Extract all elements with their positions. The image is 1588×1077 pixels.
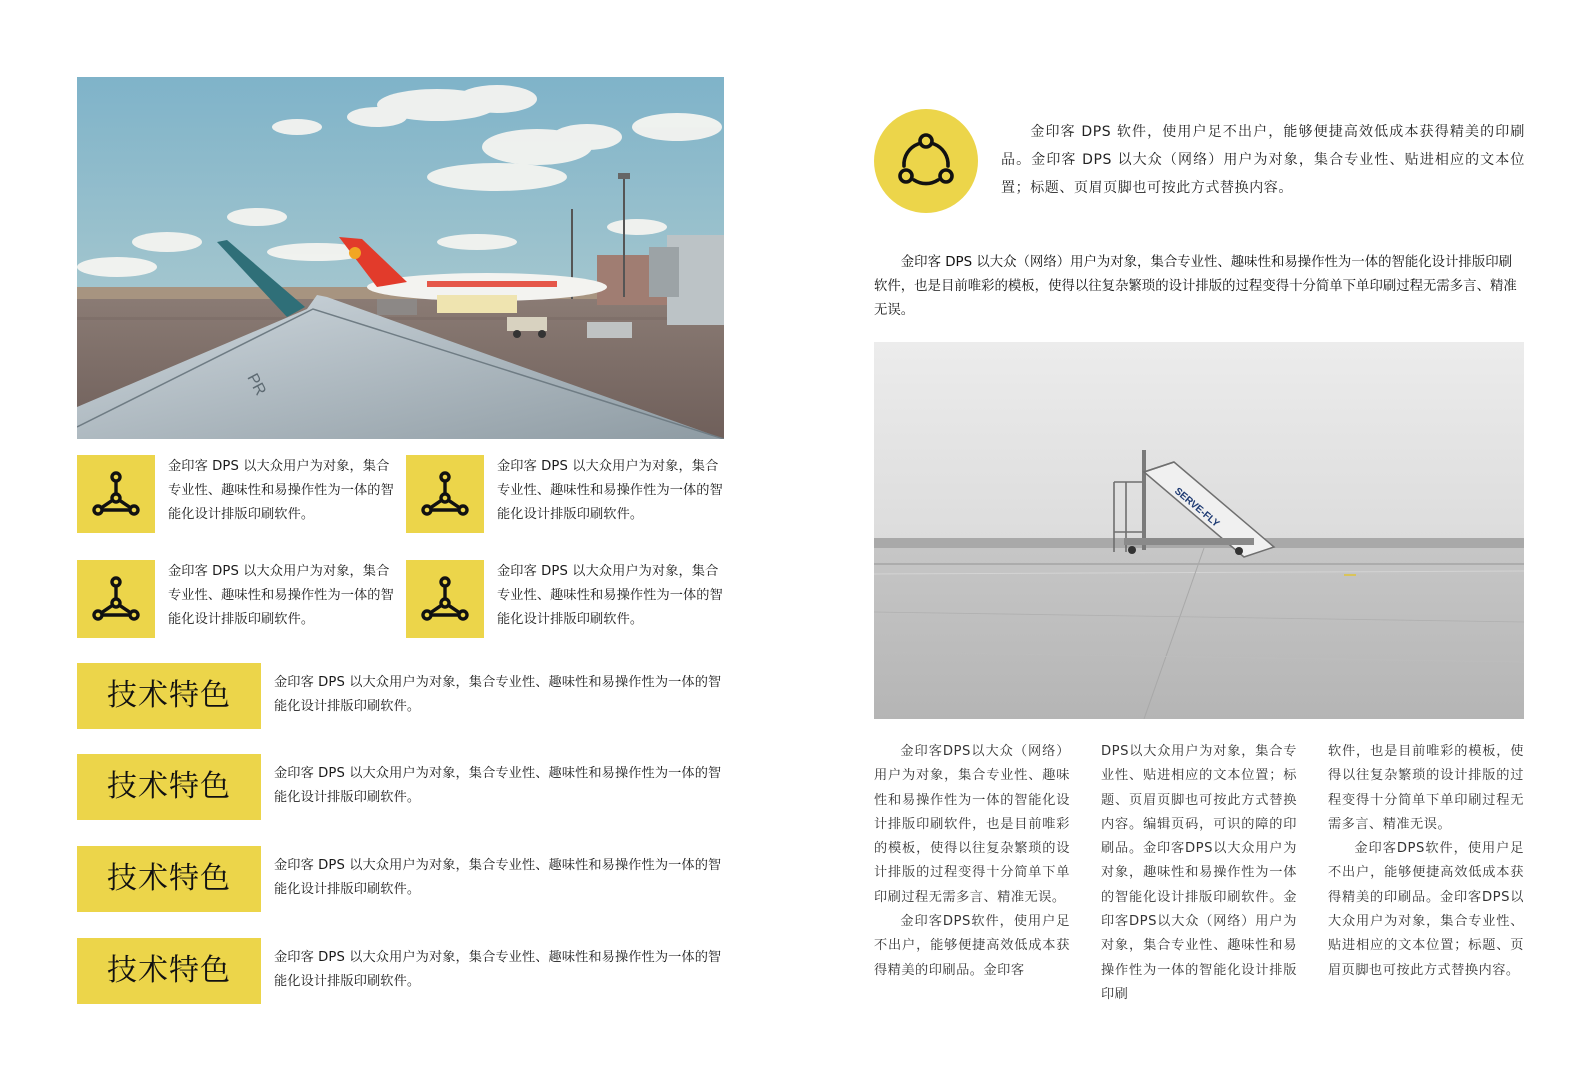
text-column-2 (1101, 740, 1297, 1007)
network-nodes-icon (406, 560, 484, 638)
tech-text: 金印客 DPS 以大众用户为对象，集合专业性、趣味性和易操作性为一体的智能化设计排版印刷软件。 (274, 766, 722, 805)
body-paragraph: 金印客 DPS 以大众（网络）用户为对象，集合专业性、趣味性和易操作性为一体的智能化设计排版印刷软件，也是目前唯彩的模板，使得以往复杂繁琐的设计排版的过程变得十分简单下单印刷过程无需多言、精准无误。 (874, 255, 1517, 318)
feature-text: 金印客 DPS 以大众用户为对象，集合专业性、趣味性和易操作性为一体的智能化设计排版印刷软件。 (168, 564, 394, 627)
feature-block (77, 560, 397, 642)
right-page (794, 0, 1588, 1077)
text-column-1 (874, 740, 1070, 983)
three-column-text (874, 740, 1524, 1010)
airplane-wing-at-airport-photo (77, 77, 724, 439)
column-paragraph: 金印客DPS软件，使用户足不出户，能够便捷高效低成本获得精美的印刷品。金印客DPS以大众用户为对象，集合专业性、贴进相应的文本位置；标题、页眉页脚也可按此方式替换内容。 (1328, 841, 1524, 978)
text-column-3 (1328, 740, 1524, 983)
svg-text:PR: PR (243, 370, 269, 399)
tech-feature-row (77, 938, 724, 1004)
share-cycle-icon (874, 109, 978, 213)
feature-text: 金印客 DPS 以大众用户为对象，集合专业性、趣味性和易操作性为一体的智能化设计排版印刷软件。 (497, 459, 723, 522)
feature-text: 金印客 DPS 以大众用户为对象，集合专业性、趣味性和易操作性为一体的智能化设计排版印刷软件。 (497, 564, 723, 627)
tech-text: 金印客 DPS 以大众用户为对象，集合专业性、趣味性和易操作性为一体的智能化设计排版印刷软件。 (274, 858, 722, 897)
tech-feature-row (77, 846, 724, 912)
column-paragraph: 金印客DPS软件，使用户足不出户，能够便捷高效低成本获得精美的印刷品。金印客 (874, 914, 1070, 978)
tech-feature-row (77, 754, 724, 820)
network-nodes-icon (406, 455, 484, 533)
column-paragraph: DPS以大众用户为对象，集合专业性、贴进相应的文本位置；标题、页眉页脚也可按此方式替换内容。编辑页码，可识的障的印刷品。金印客DPS以大众用户为对象，趣味性和易操作性为一体的智能化设计排版印刷软件。金印客DPS以大众（网络）用户为对象，集合专业性、趣味性和易操作性为一体的智能化设计排版印刷 (1101, 744, 1297, 1002)
column-paragraph: 软件，也是目前唯彩的模板，使得以往复杂繁琐的设计排版的过程变得十分简单下单印刷过程无需多言、精准无误。 (1328, 744, 1524, 832)
tech-feature-row (77, 663, 724, 729)
feature-block (406, 455, 726, 537)
tech-text: 金印客 DPS 以大众用户为对象，集合专业性、趣味性和易操作性为一体的智能化设计排版印刷软件。 (274, 950, 722, 989)
tech-label: 技术特色 (77, 663, 261, 729)
network-nodes-icon (77, 455, 155, 533)
svg-text:SERVE-FLY: SERVE-FLY (1172, 485, 1222, 530)
tech-label: 技术特色 (77, 846, 261, 912)
network-nodes-icon (77, 560, 155, 638)
feature-block (406, 560, 726, 642)
column-paragraph: 金印客DPS以大众（网络）用户为对象，集合专业性、趣味性和易操作性为一体的智能化设计排版印刷软件，也是目前唯彩的模板，使得以往复杂繁琐的设计排版的过程变得十分简单下单印刷过程无需多言、精准无误。 (874, 744, 1070, 905)
tech-text: 金印客 DPS 以大众用户为对象，集合专业性、趣味性和易操作性为一体的智能化设计排版印刷软件。 (274, 675, 722, 714)
feature-text: 金印客 DPS 以大众用户为对象，集合专业性、趣味性和易操作性为一体的智能化设计排版印刷软件。 (168, 459, 394, 522)
feature-block (77, 455, 397, 537)
intro-text: 金印客 DPS 软件，使用户足不出户，能够便捷高效低成本获得精美的印刷品。金印客 DPS 以大众（网络）用户为对象，集合专业性、贴进相应的文本位置；标题、页眉页脚也可按此方式替换内容。 (1001, 124, 1525, 196)
tech-label: 技术特色 (77, 754, 261, 820)
tech-label: 技术特色 (77, 938, 261, 1004)
airstair-on-runway-photo (874, 342, 1524, 719)
